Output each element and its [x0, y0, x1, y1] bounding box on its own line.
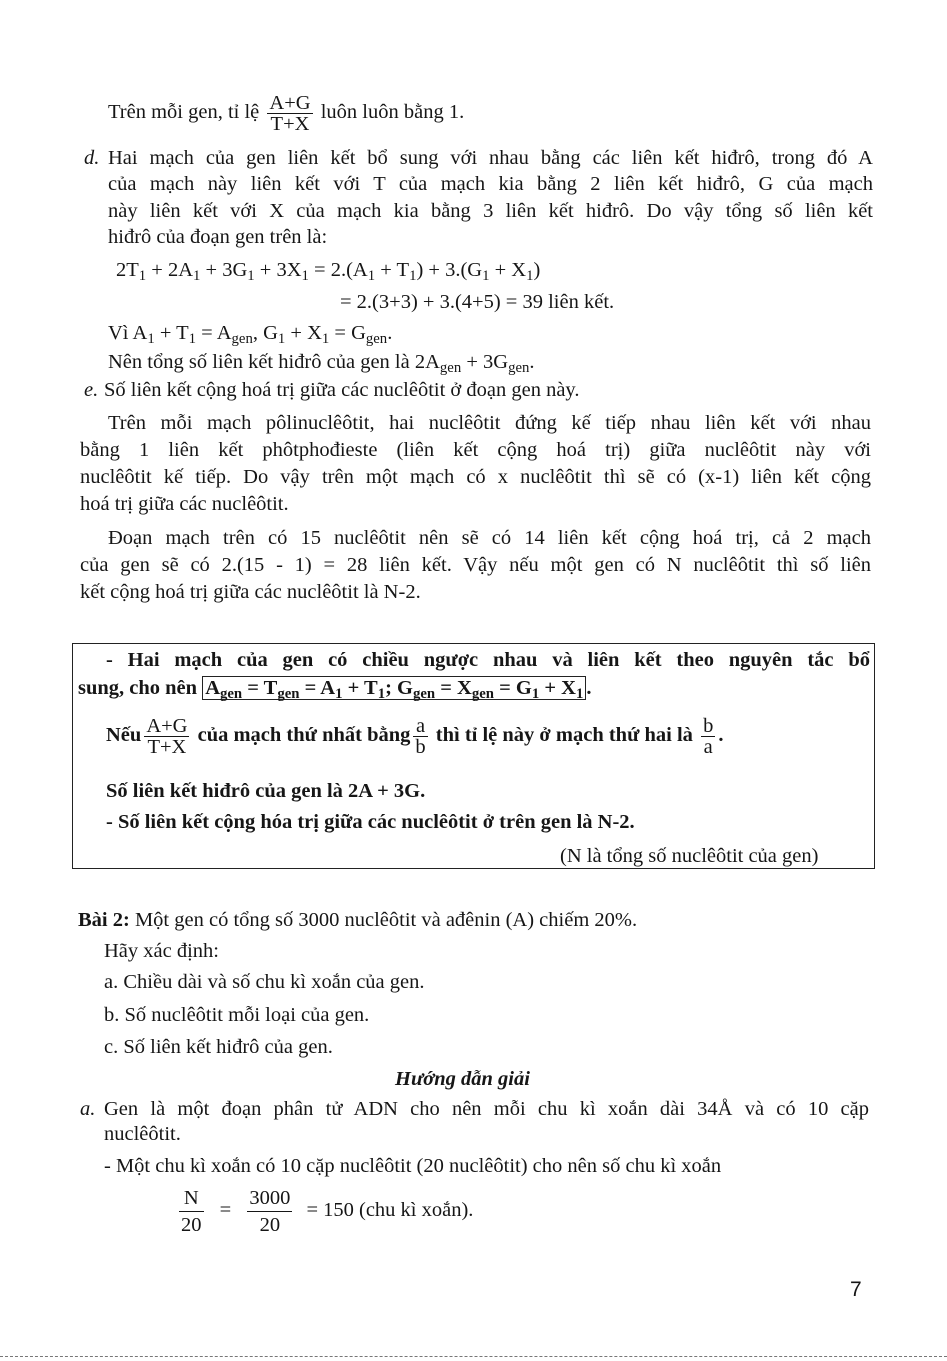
section-e-para1-line3: nuclêôtit kế tiếp. Do vậy trên một mạch có x nuclêôtit thì sẽ có (x-1) liên kết cộng [80, 466, 871, 488]
fraction-b-a: $\frac{b}{a}$ [703, 715, 714, 758]
summary-line1: - Hai mạch của gen có chiều ngược nhau và liên kết theo nguyên tắc bổ [106, 649, 870, 671]
section-e-label: e. [84, 379, 99, 401]
exercise-2-item-a: a. Chiều dài và số chu kì xoắn của gen. [104, 971, 425, 993]
exercise-2-item-c: c. Số liên kết hiđrô của gen. [104, 1036, 333, 1058]
section-e-para2-line2: của gen sẽ có 2.(15 - 1) = 28 liên kết. Vậy nếu một gen có N nuclêôtit thì số liên [80, 554, 871, 576]
section-e-para1-line2: bằng 1 liên kết phôtphođieste (liên kết cộng hoá trị) giữa nuclêôtit này với [80, 439, 871, 461]
section-e-title: Số liên kết cộng hoá trị giữa các nuclêôtit ở đoạn gen này. [104, 379, 580, 401]
summary-note: (N là tổng số nuclêôtit của gen) [560, 845, 819, 867]
section-d-line4: hiđrô của đoạn gen trên là: [108, 226, 328, 248]
numerator: A+G [269, 92, 311, 114]
solution-line3: - Một chu kì xoắn có 10 cặp nuclêôtit (20 nuclêôtit) cho nên số chu kì xoắn [104, 1155, 722, 1177]
equation-hydrogen-bonds: $2T_1 + 2A_1 + 3G_1 + 3X_1 = 2.(A_1 + T_1) + 3.(G_1 + X_1)$ [116, 259, 541, 285]
fraction-ag-tx [267, 93, 312, 134]
intro-ratio-line [108, 93, 464, 134]
summary-line2: sung, cho nên $A_{gen} = T_{gen} = A_1 + T_1$; $G_{gen} = X_{gen} = G_1 + X_1$ . [78, 677, 592, 703]
vi-line: Vì $A_1 + T_1 = A_{gen}$, $G_1 + X_1 = G_{gen}$. [108, 322, 393, 348]
solution-line2: nuclêôtit. [104, 1123, 181, 1145]
section-d-line3: này liên kết với X của mạch kia bằng 3 liên kết hiđrô. Do vậy tổng số liên kết [108, 200, 873, 222]
text-run: Trên mỗi gen, tỉ lệ [108, 101, 265, 124]
summary-line4: Số liên kết hiđrô của gen là 2A + 3G. [106, 780, 426, 802]
section-e-para2-line1: Đoạn mạch trên có 15 nuclêôtit nên sẽ có 14 liên kết cộng hoá trị, cả 2 mạch [108, 527, 871, 549]
helix-count-equation: $\frac{N}{20}$ = $\frac{3000}{20}$ = 150 (chu kì xoắn). [181, 1187, 474, 1236]
solution-a-label: a. [80, 1098, 96, 1120]
bottom-dashed-border [0, 1356, 947, 1357]
equation-result: = 2.(3+3) + 3.(4+5) = 39 liên kết. [340, 291, 615, 313]
section-d-label: d. [84, 147, 100, 169]
summary-line5: - Số liên kết cộng hóa trị giữa các nuclêôtit ở trên gen là N-2. [106, 811, 635, 833]
fraction-ag-tx-box: $\frac{A+G}{T+X}$ [146, 715, 188, 758]
section-e-para1-line1: Trên mỗi mạch pôlinuclêôtit, hai nuclêôtit đứng kế tiếp nhau liên kết với nhau [108, 412, 871, 434]
exercise-2-item-b: b. Số nuclêôtit mỗi loại của gen. [104, 1004, 370, 1026]
fraction-3000-20: $\frac{3000}{20}$ [249, 1187, 291, 1236]
solution-heading: Hướng dẫn giải [395, 1068, 530, 1090]
section-e-para1-line4: hoá trị giữa các nuclêôtit. [80, 493, 289, 515]
section-d-line1: Hai mạch của gen liên kết bổ sung với nhau bằng các liên kết hiđrô, trong đó A [108, 147, 873, 169]
summary-ratio-line: Nếu $\frac{A+G}{T+X}$ của mạch thứ nhất bằng $\frac{a}{b}$ thì tỉ lệ này ở mạch thứ hai là $\frac{b}{a}$ . [106, 715, 724, 758]
text-run: luôn luôn bằng 1. [315, 101, 465, 124]
page-number: 7 [850, 1278, 862, 1301]
fraction-n-20: $\frac{N}{20}$ [181, 1187, 202, 1236]
section-d-line2: của mạch này liên kết với T của mạch kia bằng 2 liên kết hiđrô, G của mạch [108, 173, 873, 195]
denominator: T+X [270, 113, 310, 135]
nen-line: Nên tổng số liên kết hiđrô của gen là $2A_{gen} + 3G_{gen}$. [108, 351, 535, 377]
boxed-formula: $A_{gen} = T_{gen} = A_1 + T_1$; $G_{gen} = X_{gen} = G_1 + X_1$ [202, 676, 586, 700]
exercise-2-prompt: Hãy xác định: [104, 940, 219, 962]
section-e-para2-line3: kết cộng hoá trị giữa các nuclêôtit là N-2. [80, 581, 421, 603]
fraction-a-b: $\frac{a}{b}$ [415, 715, 426, 758]
solution-line1: Gen là một đoạn phân tử ADN cho nên mỗi chu kì xoắn dài 34Å và có 10 cặp [104, 1098, 869, 1120]
exercise-2-title: Bài 2: Một gen có tổng số 3000 nuclêôtit và ađênin (A) chiếm 20%. [78, 909, 638, 931]
